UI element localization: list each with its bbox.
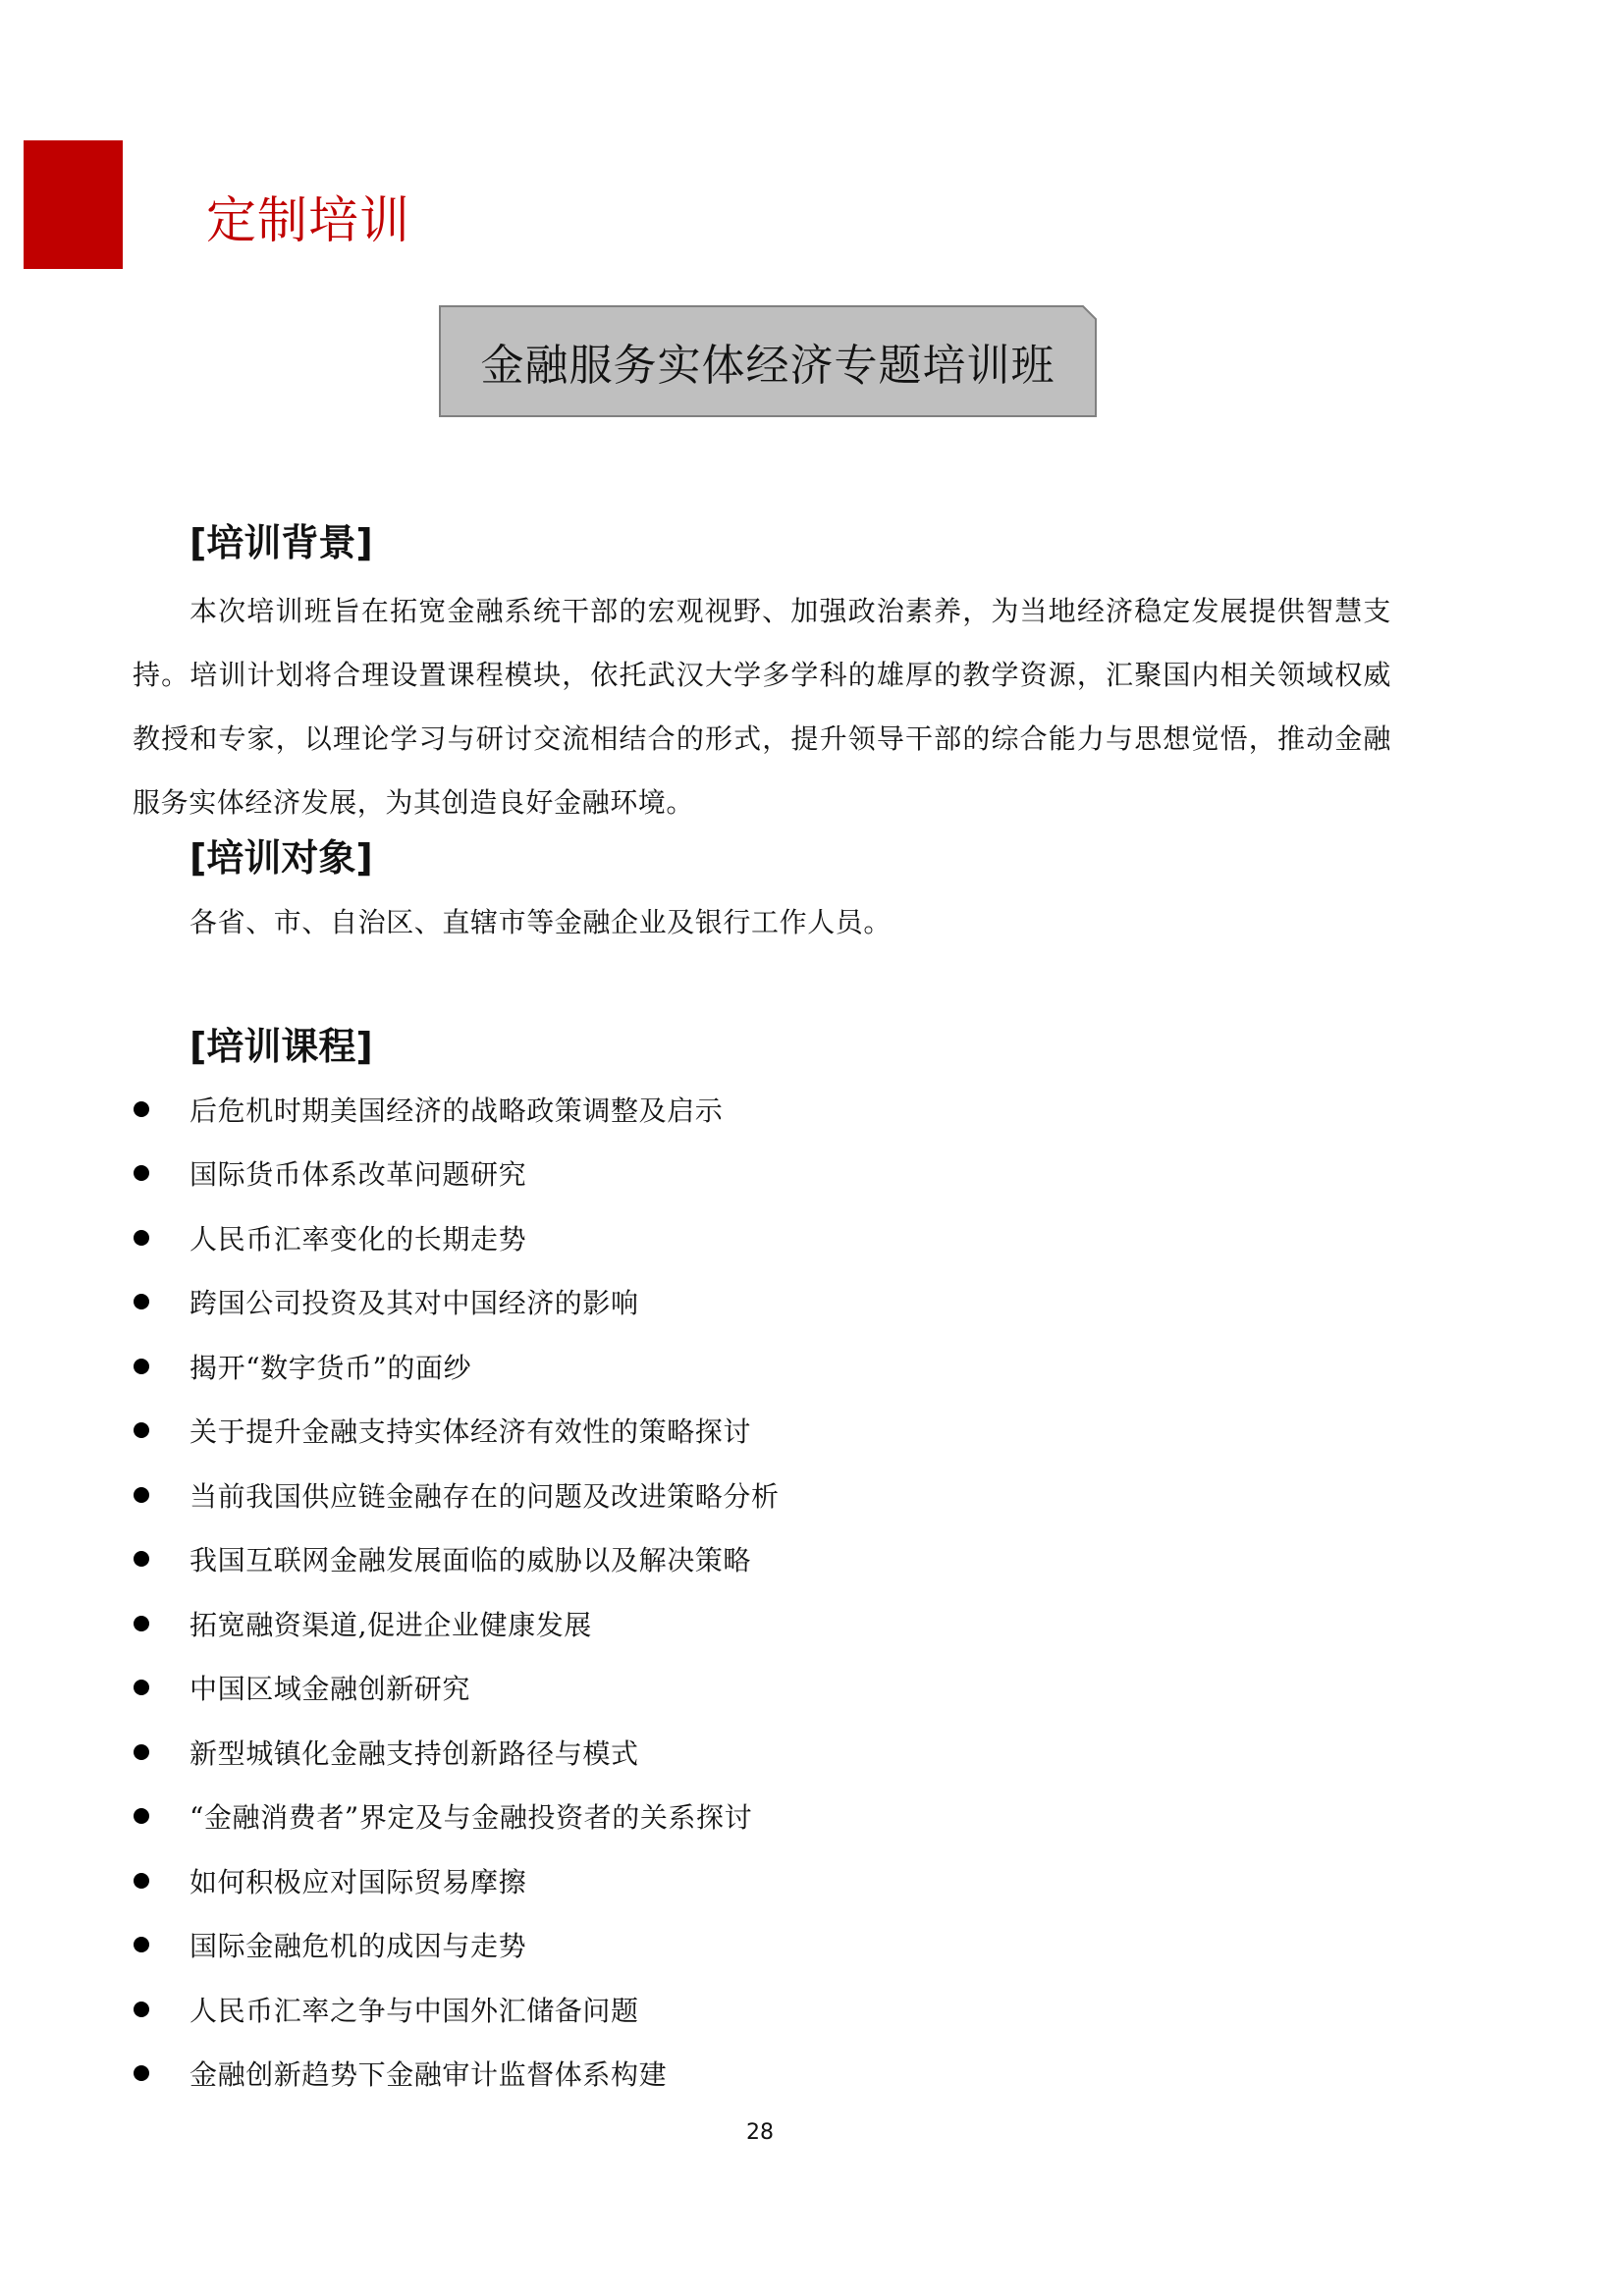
list-item bbox=[133, 1077, 780, 1142]
course-label: 后危机时期美国经济的战略政策调整及启示 bbox=[189, 1094, 724, 1127]
course-label: 新型城镇化金融支持创新路径与模式 bbox=[189, 1736, 639, 1770]
list-item bbox=[133, 1527, 780, 1592]
list-item bbox=[133, 1142, 780, 1206]
course-list bbox=[133, 1077, 780, 2106]
bullet-icon bbox=[134, 1294, 149, 1309]
list-item bbox=[133, 1848, 780, 1913]
bullet-icon bbox=[134, 1165, 149, 1181]
section-marker-block bbox=[24, 140, 123, 269]
page-number: 28 bbox=[746, 2120, 774, 2145]
course-label: 拓宽融资渠道,促进企业健康发展 bbox=[189, 1608, 592, 1641]
course-label: 当前我国供应链金融存在的问题及改进策略分析 bbox=[189, 1479, 780, 1513]
audience-heading: [培训对象] bbox=[189, 836, 373, 880]
bullet-icon bbox=[134, 1744, 149, 1760]
bullet-icon bbox=[134, 1359, 149, 1374]
bullet-icon bbox=[134, 1422, 149, 1438]
list-item bbox=[133, 1270, 780, 1335]
bullet-icon bbox=[134, 1101, 149, 1117]
course-label: “金融消费者”界定及与金融投资者的关系探讨 bbox=[189, 1801, 753, 1835]
audience-text: 各省、市、自治区、直辖市等金融企业及银行工作人员。 bbox=[189, 906, 893, 938]
bullet-icon bbox=[134, 1873, 149, 1889]
section-title: 定制培训 bbox=[206, 192, 411, 250]
background-paragraph: 本次培训班旨在拓宽金融系统干部的宏观视野、加强政治素养，为当地经济稳定发展提供智慧支持。培训计划将合理设置课程模块，依托武汉大学多学科的雄厚的教学资源，汇聚国内相关领域权威教授和专家，以理论学习与研讨交流相结合的形式，提升领导干部的综合能力与思想觉悟，推动金融服务实体经济发展，为其创造良好金融环境。 bbox=[133, 595, 1391, 819]
list-item bbox=[133, 1334, 780, 1399]
list-item bbox=[133, 1720, 780, 1785]
course-label: 人民币汇率之争与中国外汇储备问题 bbox=[189, 1994, 639, 2027]
list-item bbox=[133, 1977, 780, 2042]
course-label: 中国区域金融创新研究 bbox=[189, 1673, 471, 1706]
course-label: 揭开“数字货币”的面纱 bbox=[189, 1351, 472, 1384]
bullet-icon bbox=[134, 1937, 149, 1952]
course-label: 关于提升金融支持实体经济有效性的策略探讨 bbox=[189, 1415, 752, 1449]
program-title: 金融服务实体经济专题培训班 bbox=[480, 341, 1056, 391]
program-title-banner bbox=[439, 305, 1097, 417]
list-item bbox=[133, 1399, 780, 1464]
courses-heading: [培训课程] bbox=[189, 1025, 373, 1068]
bullet-icon bbox=[134, 2002, 149, 2017]
bullet-icon bbox=[134, 2065, 149, 2081]
list-item bbox=[133, 1591, 780, 1656]
list-item bbox=[133, 1205, 780, 1270]
course-label: 我国互联网金融发展面临的威胁以及解决策略 bbox=[189, 1544, 752, 1577]
course-label: 如何积极应对国际贸易摩擦 bbox=[189, 1865, 527, 1898]
list-item bbox=[133, 1463, 780, 1527]
list-item bbox=[133, 1785, 780, 1849]
list-item bbox=[133, 1656, 780, 1721]
course-label: 国际金融危机的成因与走势 bbox=[189, 1930, 527, 1963]
course-label: 跨国公司投资及其对中国经济的影响 bbox=[189, 1287, 639, 1320]
bullet-icon bbox=[134, 1680, 149, 1695]
bullet-icon bbox=[134, 1230, 149, 1246]
bullet-icon bbox=[134, 1808, 149, 1824]
course-label: 人民币汇率变化的长期走势 bbox=[189, 1222, 527, 1255]
bullet-icon bbox=[134, 1616, 149, 1631]
background-heading: [培训背景] bbox=[189, 521, 373, 564]
list-item bbox=[133, 2042, 780, 2107]
bullet-icon bbox=[134, 1487, 149, 1503]
bullet-icon bbox=[134, 1551, 149, 1567]
course-label: 金融创新趋势下金融审计监督体系构建 bbox=[189, 2058, 668, 2092]
course-label: 国际货币体系改革问题研究 bbox=[189, 1158, 527, 1192]
list-item bbox=[133, 1913, 780, 1978]
